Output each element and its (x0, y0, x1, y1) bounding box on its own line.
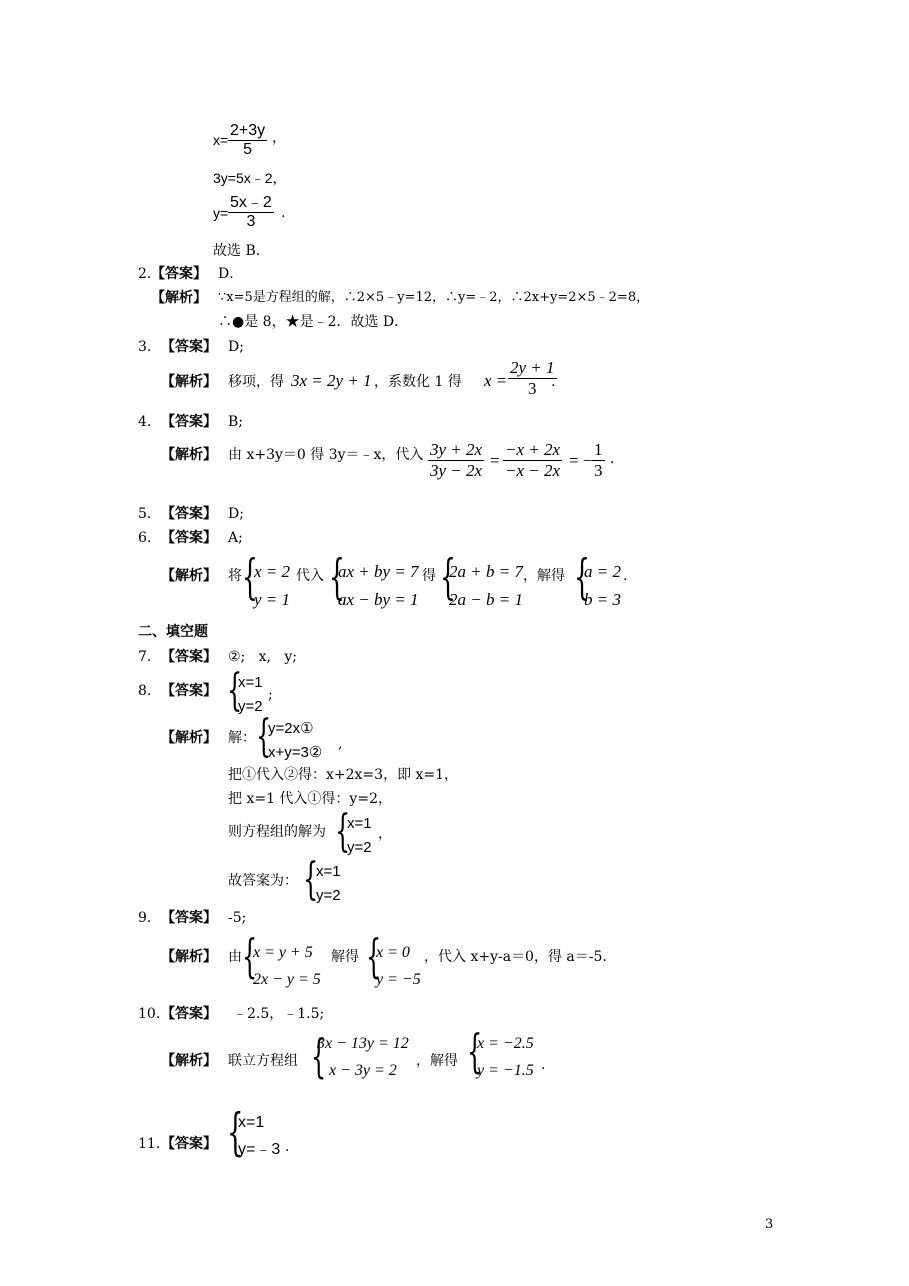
system-row: x=1 (347, 815, 372, 832)
q9-text3: ，代入 x+y-a＝0，得 a＝-5. (424, 949, 607, 965)
system-row: x=1 (238, 1114, 265, 1131)
system-row: 3x − 13y = 12 (317, 1035, 409, 1052)
q4-f1-numerator: 3y + 2x (430, 440, 483, 459)
q4-number: 4. (138, 414, 152, 430)
system-row: 2a + b = 7 (449, 562, 523, 581)
left-brace: { (574, 549, 590, 605)
q2-answer: D． (218, 266, 244, 282)
q1-line2: 3y=5x﹣2， (213, 170, 287, 186)
q4-period: . (610, 451, 615, 467)
q9-text2: 解得 (331, 949, 359, 965)
q1-choice: 故选 B． (213, 243, 270, 259)
q1-y-denominator: 3 (246, 213, 256, 231)
q9-analysis-tag: 【解析】 (161, 949, 217, 965)
q4-f3-denominator: 3 (594, 460, 603, 480)
q5-number: 5. (138, 506, 152, 522)
q4-f2-denominator: −x − 2x (505, 460, 561, 480)
q2-analysis-line2: ∴●是 8，★是﹣2．故选 D． (218, 314, 409, 330)
q3-analysis-tag: 【解析】 (161, 374, 217, 390)
q1-x-prefix: x= (213, 132, 229, 148)
q10-answer: ﹣2.5，﹣1.5; (233, 1006, 325, 1022)
q8-line5-text: 故答案为： (228, 873, 298, 889)
q6-text4: ，解得 (523, 568, 565, 584)
q3-x-eq: x = (484, 371, 508, 390)
system-row: 2x − y = 5 (253, 971, 321, 988)
q4-analysis-tag: 【解析】 (161, 447, 217, 463)
q10-period: . (541, 1057, 546, 1073)
q8-line4-text: 则方程组的解为 (228, 824, 326, 840)
q4-equals1: = (490, 451, 500, 470)
q10-number: 10. (138, 1006, 161, 1022)
q4-answer-tag: 【答案】 (161, 414, 217, 430)
q6-period: . (623, 568, 628, 584)
q11-number: 11. (138, 1136, 161, 1152)
left-brace: { (242, 549, 258, 605)
system-row: x=1 (238, 674, 263, 691)
q8-line3: 把 x=1 代入①得：y=2， (228, 791, 392, 807)
q3-period: . (551, 374, 556, 390)
system-row: x = 0 (376, 944, 410, 961)
q6-text2: 代入 (296, 568, 324, 584)
q5-answer: D; (228, 506, 244, 522)
q3-answer: D; (228, 339, 244, 355)
left-brace: { (440, 549, 456, 605)
q4-text1: 由 x+3y＝0 得 3y＝﹣x，代入 (228, 447, 424, 463)
system-row: ax + by = 7 (338, 562, 419, 581)
system-row: 2a − b = 1 (449, 590, 523, 609)
q10-analysis-tag: 【解析】 (161, 1053, 217, 1069)
section-title: 二、填空题 (138, 624, 208, 640)
system-row: y = −5 (376, 971, 421, 988)
system-row: x=1 (316, 863, 341, 880)
left-brace: { (303, 853, 319, 906)
q4-equals2: = − (569, 451, 593, 470)
left-brace: { (256, 710, 272, 763)
left-brace: { (311, 1030, 327, 1084)
q7-answer-tag: 【答案】 (161, 649, 217, 665)
page-number: 3 (765, 1217, 774, 1232)
q2-analysis-line1: ∵x=5是方程组的解，∴2×5﹣y=12，∴y=﹣2，∴2x+y=2×5﹣2=8， (218, 290, 650, 305)
system-row: ax − by = 1 (338, 590, 419, 609)
q5-answer-tag: 【答案】 (161, 506, 217, 522)
q8-line4-system (347, 812, 372, 860)
q2-analysis-tag: 【解析】 (151, 290, 207, 306)
q1-period: . (281, 205, 286, 221)
q1-y-fraction (228, 194, 274, 232)
left-brace: { (329, 549, 345, 605)
q3-equation: 3x = 2y + 1 (291, 371, 372, 390)
system-row: y=2 (238, 698, 263, 715)
system-row: x+y=3② (268, 744, 323, 761)
q4-f2-numerator: −x + 2x (505, 440, 561, 459)
q3-denominator: 3 (528, 378, 537, 398)
q9-text1: 由 (228, 949, 242, 965)
q6-system2 (338, 558, 419, 614)
q1-x-fraction (228, 122, 267, 160)
q2-answer-tag: 【答案】 (151, 266, 207, 282)
q8-analysis-tag: 【解析】 (161, 730, 217, 746)
q6-text3: 得 (422, 568, 436, 584)
left-brace: { (227, 1104, 244, 1163)
q8-text1: 解： (228, 730, 256, 746)
left-brace: { (366, 930, 382, 984)
q11-answer-tag: 【答案】 (161, 1136, 217, 1152)
system-row: x = 2 (254, 562, 291, 581)
q6-answer: A; (228, 530, 243, 546)
q1-comma: ， (272, 130, 286, 146)
left-brace: { (467, 1025, 483, 1079)
q10-text2: ，解得 (416, 1053, 458, 1069)
q3-answer-tag: 【答案】 (161, 339, 217, 355)
q10-system1 (317, 1030, 409, 1084)
q3-text2: ，系数化 1 得 (374, 374, 462, 390)
q8-line4-end: ， (378, 826, 392, 842)
system-row: y = −1.5 (477, 1062, 534, 1079)
q8-analysis-system (268, 717, 322, 765)
q9-system2 (376, 939, 421, 993)
q1-x-denominator: 5 (243, 141, 253, 159)
q4-answer: B; (228, 414, 244, 430)
q7-answer: ②; x, y; (228, 649, 297, 665)
q8-line5-system (316, 860, 341, 908)
q10-text1: 联立方程组 (228, 1053, 298, 1069)
system-row: y=2x① (268, 720, 314, 737)
system-row: y=2 (316, 887, 341, 904)
q4-fraction3 (592, 440, 605, 480)
q6-number: 6. (138, 530, 152, 546)
q3-number: 3. (138, 339, 152, 355)
system-row: y = 1 (254, 590, 291, 609)
q3-numerator: 2y + 1 (510, 358, 555, 377)
q6-system4 (584, 558, 621, 614)
q4-f1-denominator: 3y − 2x (430, 460, 483, 480)
left-brace: { (227, 664, 243, 717)
q6-system1 (254, 558, 290, 614)
system-row: b = 3 (584, 590, 621, 609)
q9-answer-tag: 【答案】 (161, 910, 217, 926)
q8-line2: 把①代入②得：x+2x=3，即 x=1， (228, 767, 459, 783)
q8-answer-tag: 【答案】 (161, 683, 217, 699)
q4-fraction2 (503, 440, 562, 480)
q11-period: . (285, 1139, 290, 1155)
q8-comma: , (338, 736, 343, 752)
q1-x-numerator: 2+3y (230, 122, 266, 139)
q9-system1 (253, 939, 321, 993)
q8-answer-end: ; (268, 687, 273, 703)
q9-answer: -5; (228, 910, 247, 926)
system-row: x − 3y = 2 (329, 1062, 397, 1079)
system-row: x = −2.5 (477, 1035, 534, 1052)
q6-analysis-tag: 【解析】 (161, 568, 217, 584)
system-row: a = 2 (584, 562, 621, 581)
left-brace: { (335, 805, 351, 858)
q6-text1: 将 (228, 568, 242, 584)
q1-y-prefix: y= (213, 205, 229, 221)
q10-system2 (477, 1030, 534, 1084)
q6-answer-tag: 【答案】 (161, 530, 217, 546)
q4-fraction1 (428, 440, 484, 480)
q3-fraction (508, 358, 557, 398)
q8-number: 8. (138, 683, 152, 699)
q10-answer-tag: 【答案】 (161, 1006, 217, 1022)
q3-text1: 移项，得 (228, 374, 284, 390)
system-row: x = y + 5 (253, 944, 313, 961)
q4-f3-numerator: 1 (594, 440, 603, 459)
q2-number: 2. (138, 266, 152, 282)
q7-number: 7. (138, 649, 152, 665)
system-row: y=﹣3 (238, 1141, 281, 1158)
q1-y-numerator: 5x﹣2 (230, 194, 272, 211)
left-brace: { (242, 930, 258, 984)
q9-number: 9. (138, 910, 152, 926)
q6-system3 (449, 558, 523, 614)
system-row: y=2 (347, 839, 372, 856)
q11-system (238, 1109, 280, 1163)
